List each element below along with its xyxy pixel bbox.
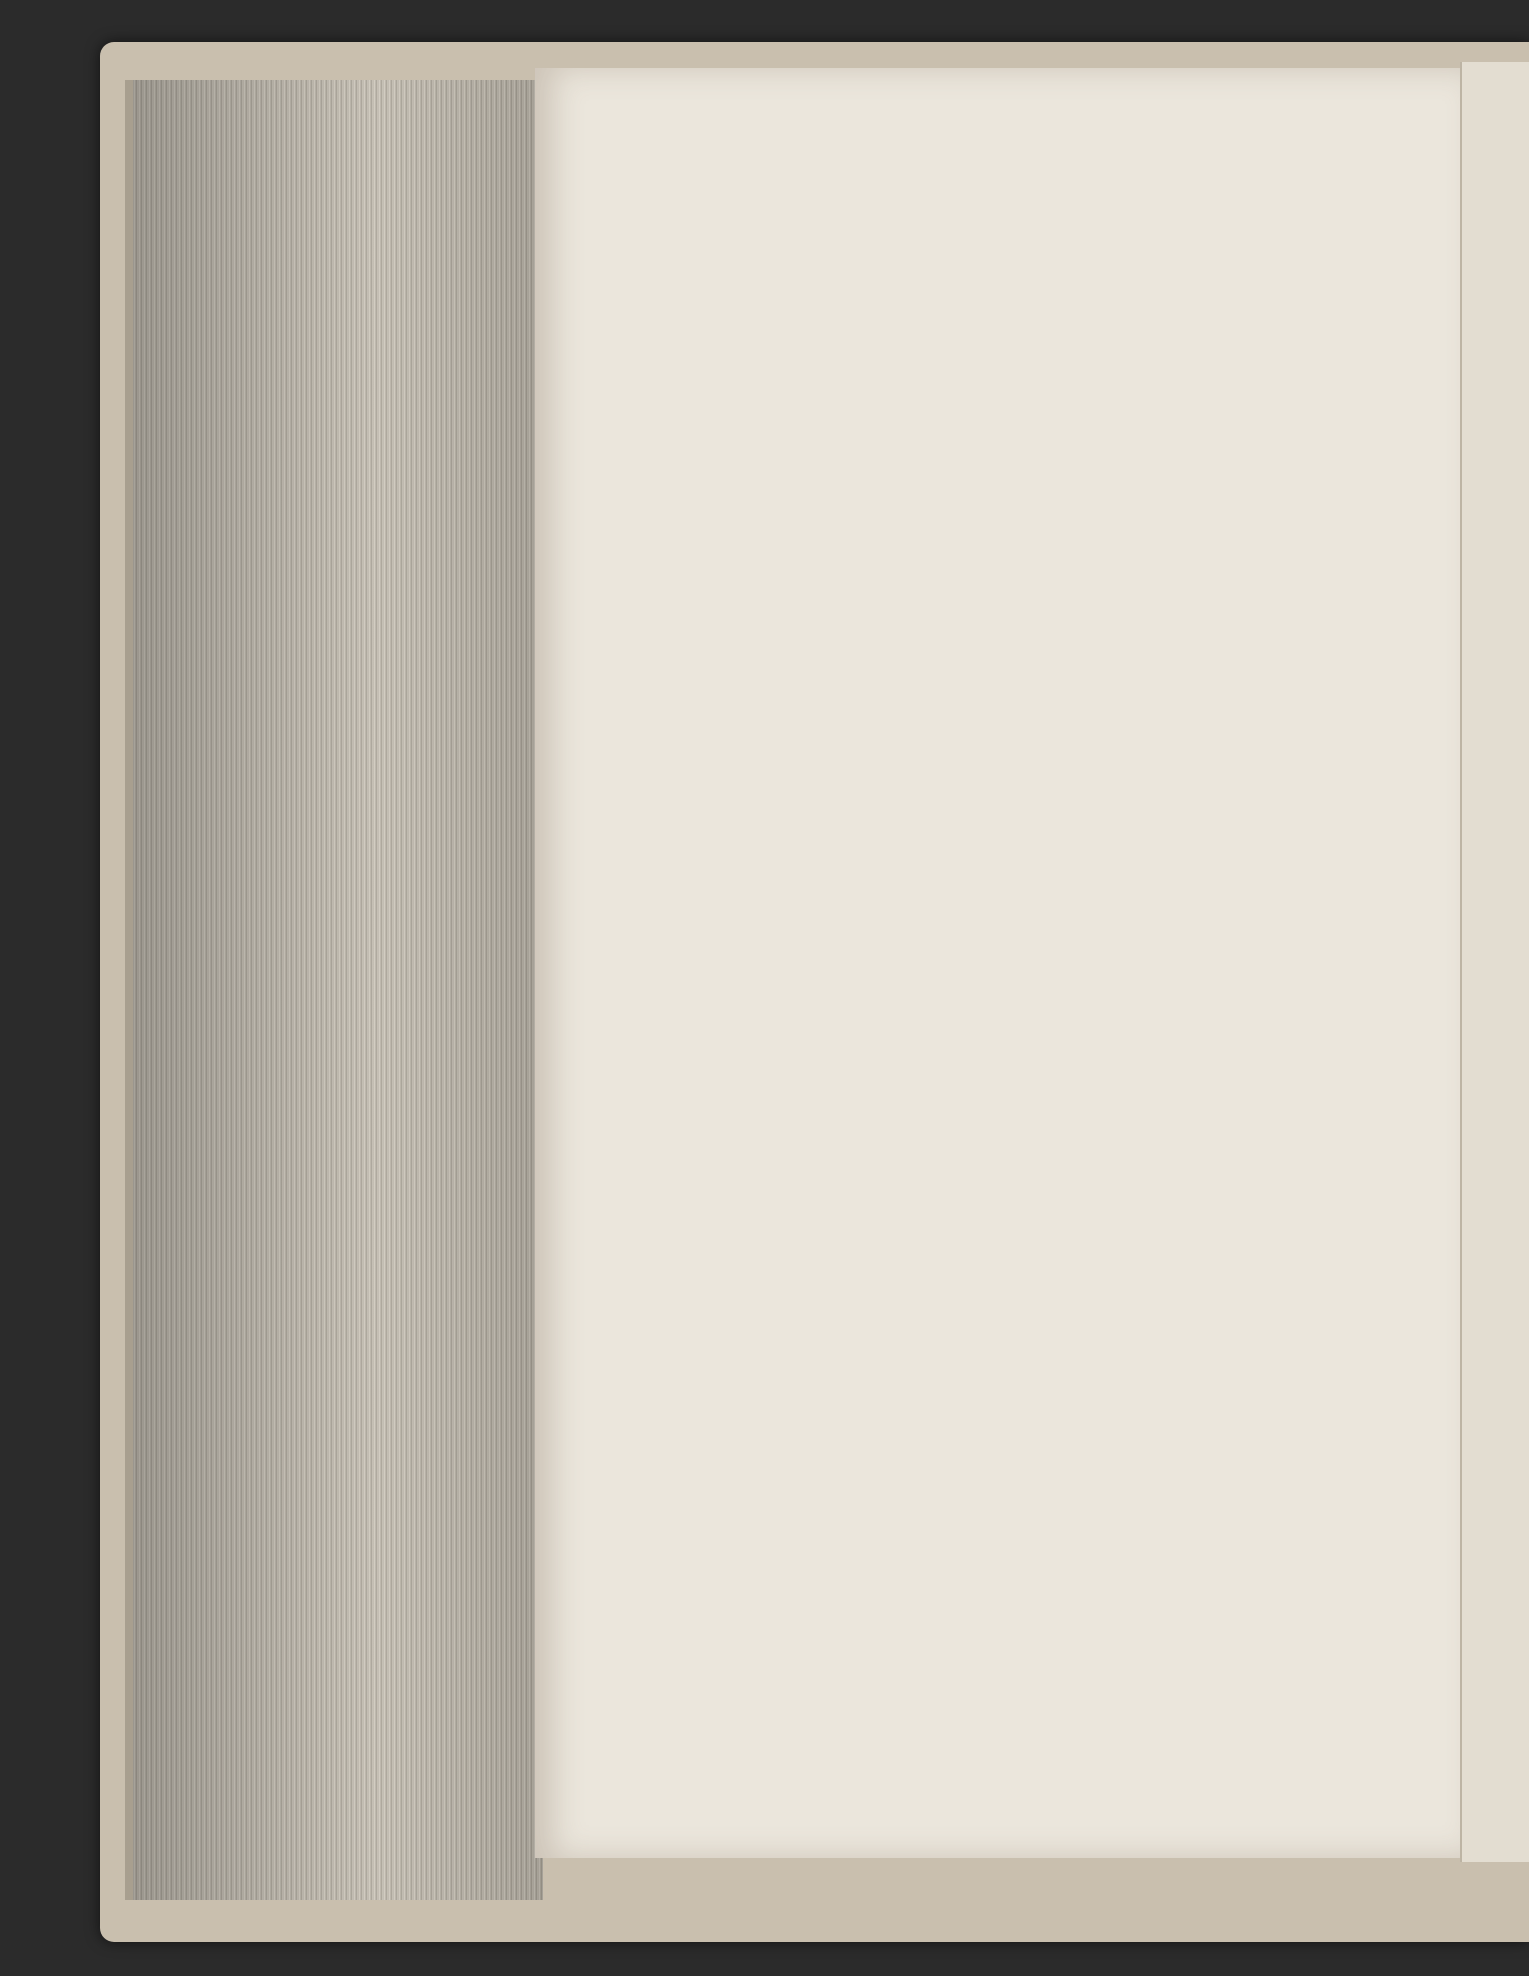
page-block-edge	[125, 80, 543, 1900]
book-page	[535, 68, 1460, 1858]
facing-page-edge	[1460, 62, 1529, 1862]
